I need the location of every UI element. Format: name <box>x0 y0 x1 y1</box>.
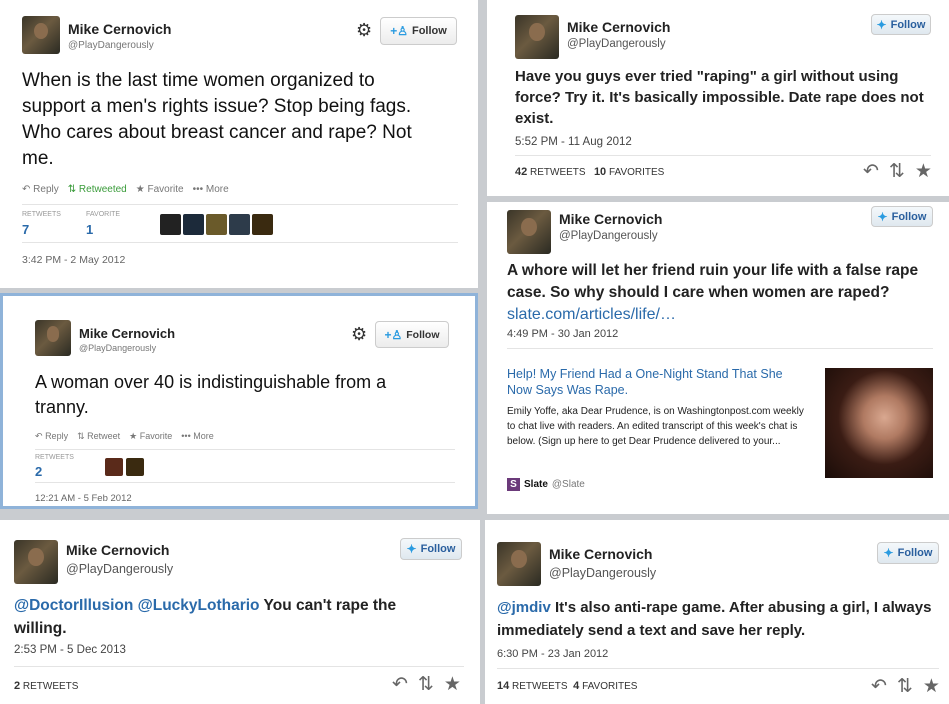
retweets-label: RETWEETS <box>530 167 586 178</box>
tweet-text <box>14 594 434 640</box>
avatar[interactable] <box>507 210 551 254</box>
favorite-action[interactable] <box>129 431 172 442</box>
reply-icon: ↶ <box>22 184 31 195</box>
retweeter-avatar[interactable] <box>183 214 204 235</box>
star-icon[interactable]: ★ <box>443 674 461 695</box>
tweet-actions <box>35 431 214 442</box>
timestamp[interactable]: 4:49 PM - 30 Jan 2012 <box>507 328 619 340</box>
mention-link[interactable]: @jmdiv <box>497 599 551 616</box>
ellipsis-icon: ••• <box>181 431 191 441</box>
retweeter-avatar[interactable] <box>126 458 144 476</box>
retweets-count[interactable]: 42 <box>515 166 528 178</box>
retweet-icon[interactable]: ⇅ <box>896 676 913 697</box>
follow-button[interactable] <box>871 206 933 227</box>
tweet-body: A whore will let her friend ruin your life with a false rape case. So why should I care when women are raped? <box>507 262 919 301</box>
divider <box>497 668 939 669</box>
author-name[interactable]: Mike Cernovich <box>567 19 671 35</box>
author-handle[interactable]: @PlayDangerously <box>68 40 154 51</box>
avatar[interactable] <box>515 15 559 59</box>
bird-icon: ✦ <box>883 546 894 560</box>
retweeted-action[interactable] <box>68 184 127 195</box>
divider <box>35 482 455 483</box>
retweeter-avatar[interactable] <box>105 458 123 476</box>
tweet-stats <box>14 680 78 692</box>
tweet-card-2 <box>0 293 478 509</box>
author-handle[interactable]: @PlayDangerously <box>79 343 157 353</box>
follow-label: Follow <box>406 328 440 341</box>
card-source[interactable] <box>507 478 585 491</box>
star-icon[interactable]: ★ <box>914 161 932 182</box>
author-name[interactable]: Mike Cernovich <box>549 546 653 562</box>
more-label: More <box>205 184 229 195</box>
more-action[interactable] <box>181 431 213 442</box>
tweet-body: You can't rape the willing. <box>14 597 397 637</box>
follow-button[interactable] <box>375 321 449 348</box>
tweet-text <box>497 596 937 642</box>
timestamp[interactable]: 12:21 AM - 5 Feb 2012 <box>35 493 132 504</box>
avatar[interactable] <box>14 540 58 584</box>
follow-button[interactable] <box>400 538 462 560</box>
divider <box>507 348 933 349</box>
follow-label: Follow <box>890 18 926 31</box>
tweet-stats <box>515 166 664 178</box>
tweet-text <box>507 260 931 326</box>
add-user-icon: +♙ <box>384 327 403 342</box>
retweeter-avatar[interactable] <box>206 214 227 235</box>
star-icon[interactable]: ★ <box>922 676 940 697</box>
retweeted-label: Retweeted <box>78 184 127 195</box>
favorite-label: Favorite <box>139 431 173 441</box>
favorites-label: FAVORITES <box>582 681 638 692</box>
avatar[interactable] <box>35 320 71 356</box>
tweet-body: It's also anti-rape game. After abusing a girl, I always immediately send a text and save her reply. <box>497 599 932 639</box>
divider <box>22 204 458 205</box>
reply-icon[interactable]: ↶ <box>871 676 887 697</box>
favorite-action[interactable] <box>136 184 184 195</box>
follow-button[interactable] <box>380 17 457 45</box>
bird-icon: ✦ <box>877 209 888 224</box>
tweet-card-5 <box>0 520 480 704</box>
reply-label: Reply <box>33 184 59 195</box>
favorites-count[interactable]: 10 <box>593 166 607 178</box>
retweet-icon[interactable]: ⇅ <box>417 674 434 695</box>
author-handle[interactable]: @PlayDangerously <box>66 562 174 576</box>
retweeter-avatar[interactable] <box>229 214 250 235</box>
more-action[interactable] <box>193 184 229 195</box>
more-label: More <box>193 431 214 441</box>
mention-link[interactable]: @DoctorIllusion <box>14 597 134 614</box>
favorite-label: FAVORITE <box>86 211 121 218</box>
author-name[interactable]: Mike Cernovich <box>559 211 663 227</box>
tweet-text: A woman over 40 is indistinguishable from a tranny. <box>35 372 387 417</box>
reply-icon[interactable]: ↶ <box>392 674 408 695</box>
retweeter-avatar[interactable] <box>160 214 181 235</box>
retweet-icon: ⇅ <box>77 431 85 441</box>
retweet-icon: ⇅ <box>67 184 77 195</box>
reply-action[interactable] <box>22 184 59 195</box>
follow-label: Follow <box>411 25 447 37</box>
timestamp[interactable]: 3:42 PM - 2 May 2012 <box>22 254 126 266</box>
divider <box>14 666 464 667</box>
retweeter-avatar[interactable] <box>252 214 273 235</box>
retweets-label: RETWEETS <box>22 211 61 218</box>
source-name: Slate <box>524 479 548 490</box>
timestamp[interactable]: 2:53 PM - 5 Dec 2013 <box>14 644 126 656</box>
follow-label: Follow <box>897 547 933 559</box>
retweets-count[interactable]: 14 <box>497 680 510 692</box>
follow-button[interactable] <box>871 14 931 35</box>
retweets-label: RETWEETS <box>22 681 79 692</box>
favorites-count[interactable]: 4 <box>573 680 580 692</box>
retweets-count[interactable]: 7 <box>22 222 30 237</box>
retweets-count[interactable]: 2 <box>14 680 21 692</box>
retweet-label: Retweet <box>87 431 121 441</box>
slate-logo-icon: S <box>507 478 520 491</box>
reply-label: Reply <box>45 431 69 441</box>
tweet-card-3 <box>487 0 949 196</box>
favorites-count[interactable]: 1 <box>86 222 94 237</box>
timestamp[interactable]: 5:52 PM - 11 Aug 2012 <box>515 136 632 148</box>
divider <box>22 242 458 243</box>
card-image[interactable] <box>825 368 933 478</box>
gear-icon[interactable]: ⚙ <box>356 20 373 40</box>
link-card[interactable] <box>507 352 933 492</box>
retweets-count[interactable]: 2 <box>35 464 43 479</box>
divider <box>515 155 931 156</box>
follow-label: Follow <box>891 210 927 223</box>
tweet-text: Have you guys ever tried "raping" a girl without using force? Try it. It's basically impossible. Date rape does not exist. <box>515 68 924 127</box>
action-icons <box>871 675 940 698</box>
author-handle[interactable]: @PlayDangerously <box>559 230 658 242</box>
author-name[interactable]: Mike Cernovich <box>68 21 172 37</box>
reply-action[interactable] <box>35 431 68 442</box>
follow-button[interactable] <box>877 542 939 564</box>
source-handle: @Slate <box>551 479 585 490</box>
tweet-actions <box>22 184 229 195</box>
author-handle[interactable]: @PlayDangerously <box>549 566 657 580</box>
star-icon: ★ <box>135 184 145 195</box>
bird-icon: ✦ <box>876 17 887 32</box>
action-icons <box>392 673 461 696</box>
retweets-label: RETWEETS <box>35 454 74 461</box>
tweet-card-6 <box>485 520 949 704</box>
reply-icon[interactable]: ↶ <box>863 161 879 182</box>
tweet-stats <box>497 680 637 692</box>
star-icon: ★ <box>129 431 138 441</box>
timestamp[interactable]: 6:30 PM - 23 Jan 2012 <box>497 648 609 660</box>
tweet-card-4 <box>487 202 949 514</box>
ellipsis-icon: ••• <box>192 184 204 195</box>
add-user-icon: +♙ <box>390 24 408 38</box>
author-handle[interactable]: @PlayDangerously <box>567 38 666 50</box>
avatar[interactable] <box>22 16 60 54</box>
favorites-label: FAVORITES <box>608 167 665 178</box>
follow-label: Follow <box>420 543 456 555</box>
author-name[interactable]: Mike Cernovich <box>79 326 176 341</box>
tweet-card-1 <box>0 0 478 288</box>
tweet-text: When is the last time women organized to support a men's rights issue? Stop being fags. Who cares about breast cancer and rape? Not me. <box>22 70 412 169</box>
gear-icon[interactable]: ⚙ <box>351 324 368 344</box>
avatar[interactable] <box>497 542 541 586</box>
mention-link[interactable]: @LuckyLothario <box>137 597 260 614</box>
action-icons <box>863 160 932 183</box>
card-title[interactable]: Help! My Friend Had a One-Night Stand That She Now Says Was Rape. <box>507 367 783 397</box>
card-body: Emily Yoffe, aka Dear Prudence, is on Washingtonpost.com weekly to chat live with readers. An edited transcript of this week's chat is below. (Sign up here to get Dear Prudence delivered to your... <box>507 406 804 447</box>
reply-icon: ↶ <box>35 431 43 441</box>
favorite-label: Favorite <box>147 184 184 195</box>
retweets-label: RETWEETS <box>512 681 568 692</box>
divider <box>35 449 455 450</box>
bird-icon: ✦ <box>406 542 417 556</box>
retweet-icon[interactable]: ⇅ <box>888 161 905 182</box>
author-name[interactable]: Mike Cernovich <box>66 542 170 558</box>
article-link[interactable]: slate.com/articles/life/… <box>507 306 676 323</box>
retweet-action[interactable] <box>77 431 120 442</box>
